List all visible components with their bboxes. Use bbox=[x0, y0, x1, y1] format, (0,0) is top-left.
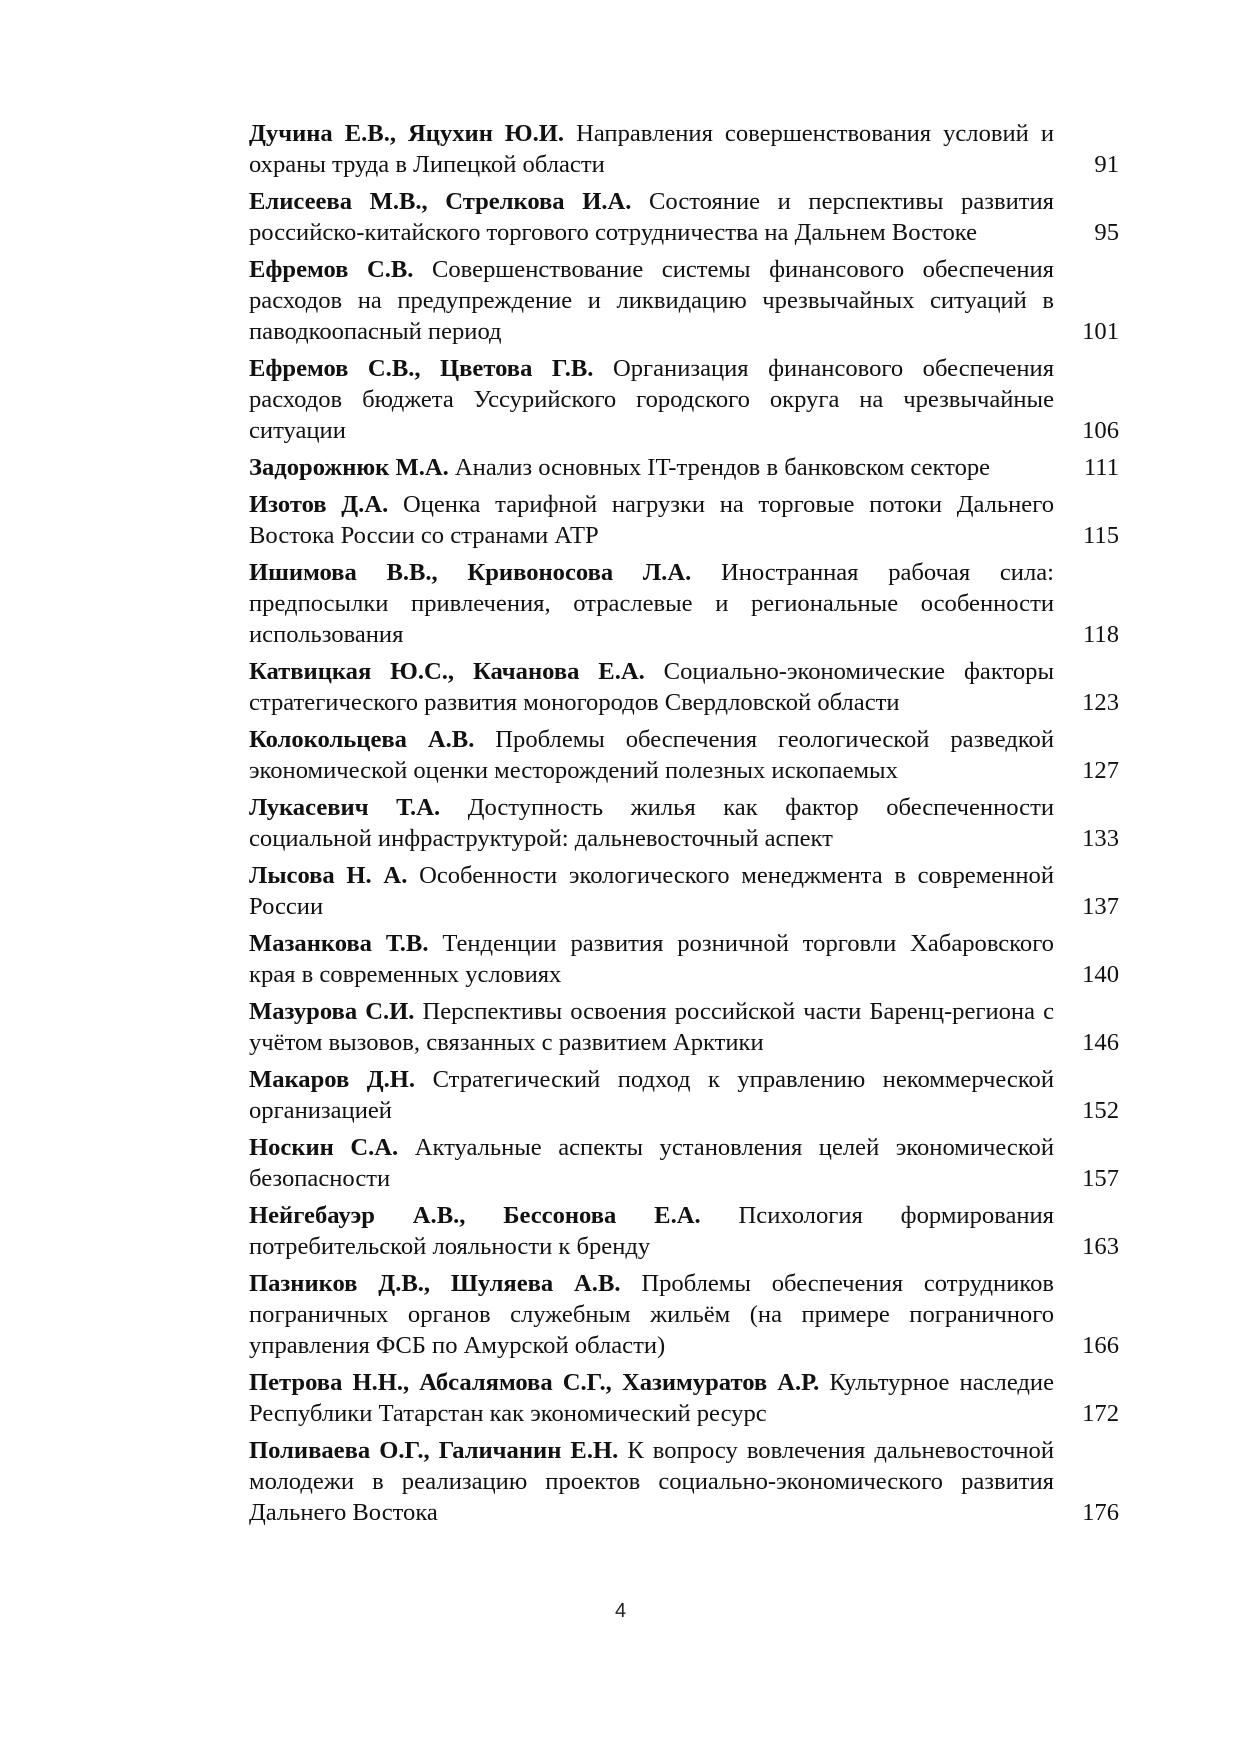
toc-entry-title: Состояние и перспективы развития российско-китайского торгового сотрудничества на Дальнем Востоке bbox=[249, 188, 1054, 246]
toc-entry bbox=[249, 1435, 1119, 1528]
toc-entry-page: 123 bbox=[1082, 689, 1119, 716]
toc-entry-authors: Носкин С.А. bbox=[249, 1134, 399, 1161]
toc-entry-page: 157 bbox=[1082, 1165, 1119, 1192]
toc-entry-text bbox=[249, 254, 1054, 347]
toc-entry-page: 101 bbox=[1082, 318, 1119, 345]
toc-entry-authors: Колокольцева А.В. bbox=[249, 726, 475, 753]
toc-entry-title: Оценка тарифной нагрузки на торговые потоки Дальнего Востока России со странами АТР bbox=[249, 491, 1054, 549]
toc-entry bbox=[249, 1268, 1119, 1361]
toc-entry bbox=[249, 186, 1119, 248]
toc-entry-title: Психология формирования потребительской лояльности к бренду bbox=[249, 1202, 1054, 1260]
toc-entry bbox=[249, 724, 1119, 786]
toc-entry bbox=[249, 792, 1119, 854]
toc-entry bbox=[249, 557, 1119, 650]
toc-entry-authors: Ефремов С.В. bbox=[249, 256, 414, 283]
toc-entry-title: Тенденции развития розничной торговли Хабаровского края в современных условиях bbox=[249, 930, 1054, 988]
toc-entry-text bbox=[249, 656, 1054, 718]
toc-entry bbox=[249, 1132, 1119, 1194]
toc-entry-page: 118 bbox=[1083, 621, 1119, 648]
toc-entry-authors: Лукасевич Т.А. bbox=[249, 794, 441, 821]
toc-entry-text bbox=[249, 1268, 1054, 1361]
toc-entry bbox=[249, 254, 1119, 347]
toc-entry-title: Проблемы обеспечения сотрудников пограничных органов служебным жильём (на примере пограничного управления ФСБ по Амурской области) bbox=[249, 1270, 1054, 1359]
toc-entry-page: 133 bbox=[1082, 825, 1119, 852]
toc-entry-authors: Поливаева О.Г., Галичанин Е.Н. bbox=[249, 1437, 619, 1464]
toc-entry-page: 172 bbox=[1082, 1400, 1119, 1427]
toc-entry-page: 163 bbox=[1082, 1233, 1119, 1260]
toc-entry bbox=[249, 656, 1119, 718]
toc-entry-title: Социально-экономические факторы стратегического развития моногородов Свердловской области bbox=[249, 658, 1054, 716]
toc-entry-authors: Ефремов С.В., Цветова Г.В. bbox=[249, 355, 594, 382]
toc-entry bbox=[249, 489, 1119, 551]
toc-entry-title: Культурное наследие Республики Татарстан как экономический ресурс bbox=[249, 1369, 1054, 1427]
toc-entry-text bbox=[249, 1367, 1054, 1429]
toc-entry-page: 127 bbox=[1082, 757, 1119, 784]
toc-entry-text bbox=[249, 860, 1054, 922]
toc-entry-text bbox=[249, 724, 1054, 786]
toc-entry-title: Особенности экологического менеджмента в современной России bbox=[249, 862, 1054, 920]
toc-entry-title: Организация финансового обеспечения расходов бюджета Уссурийского городского округа на чрезвычайные ситуации bbox=[249, 355, 1054, 444]
toc-entry-text bbox=[249, 1435, 1054, 1528]
toc-entry bbox=[249, 353, 1119, 446]
toc-entry-page: 111 bbox=[1083, 454, 1119, 481]
toc-entry-authors: Мазанкова Т.В. bbox=[249, 930, 429, 957]
toc-entry-authors: Изотов Д.А. bbox=[249, 491, 389, 518]
toc-entry-page: 137 bbox=[1082, 893, 1119, 920]
toc-entry-title: Направления совершенствования условий и охраны труда в Липецкой области bbox=[249, 120, 1054, 178]
toc-entry-page: 176 bbox=[1082, 1499, 1119, 1526]
page-number: 4 bbox=[614, 1600, 627, 1622]
toc-entry-text bbox=[249, 792, 1054, 854]
table-of-contents bbox=[249, 118, 1119, 1534]
toc-entry-text bbox=[249, 1200, 1054, 1262]
toc-entry-text bbox=[249, 1132, 1054, 1194]
toc-entry-text bbox=[249, 353, 1054, 446]
toc-entry bbox=[249, 1200, 1119, 1262]
toc-entry bbox=[249, 452, 1119, 483]
toc-entry-title: Перспективы освоения российской части Баренц-региона с учётом вызовов, связанных с развитием Арктики bbox=[249, 998, 1055, 1056]
toc-entry-authors: Катвицкая Ю.С., Качанова Е.А. bbox=[249, 658, 645, 685]
toc-entry-text bbox=[249, 489, 1054, 551]
toc-entry-title: Доступность жилья как фактор обеспеченности социальной инфраструктурой: дальневосточный аспект bbox=[249, 794, 1054, 852]
toc-entry-authors: Пазников Д.В., Шуляева А.В. bbox=[249, 1270, 621, 1297]
toc-entry bbox=[249, 1064, 1119, 1126]
toc-entry-title: Совершенствование системы финансового обеспечения расходов на предупреждение и ликвидацию чрезвычайных ситуаций в паводкоопасный период bbox=[249, 256, 1054, 345]
toc-entry-authors: Мазурова С.И. bbox=[249, 998, 415, 1025]
toc-entry-authors: Макаров Д.Н. bbox=[249, 1066, 416, 1093]
toc-entry bbox=[249, 860, 1119, 922]
toc-entry-page: 152 bbox=[1082, 1097, 1119, 1124]
toc-entry-text bbox=[249, 186, 1054, 248]
toc-entry-title: Проблемы обеспечения геологической разведкой экономической оценки месторождений полезных ископаемых bbox=[249, 726, 1055, 784]
toc-entry bbox=[249, 928, 1119, 990]
toc-entry-authors: Лысова Н. А. bbox=[249, 862, 408, 889]
toc-entry-page: 91 bbox=[1094, 151, 1119, 178]
toc-entry-authors: Петрова Н.Н., Абсалямова С.Г., Хазимуратов А.Р. bbox=[249, 1369, 820, 1396]
toc-entry-text bbox=[249, 452, 1054, 483]
toc-entry-text bbox=[249, 996, 1054, 1058]
toc-entry-authors: Задорожнюк М.А. bbox=[249, 454, 449, 481]
toc-entry bbox=[249, 996, 1119, 1058]
toc-entry-page: 95 bbox=[1094, 219, 1119, 246]
toc-entry bbox=[249, 1367, 1119, 1429]
toc-entry-text bbox=[249, 928, 1054, 990]
toc-entry-title: Актуальные аспекты установления целей экономической безопасности bbox=[249, 1134, 1054, 1192]
toc-entry-text bbox=[249, 1064, 1054, 1126]
toc-entry-title: Иностранная рабочая сила: предпосылки привлечения, отраслевые и региональные особенности использования bbox=[249, 559, 1054, 648]
toc-entry-text bbox=[249, 118, 1054, 180]
toc-entry-page: 166 bbox=[1082, 1332, 1119, 1359]
toc-entry-authors: Ишимова В.В., Кривоносова Л.А. bbox=[249, 559, 692, 586]
toc-entry-title: Стратегический подход к управлению некоммерческой организацией bbox=[249, 1066, 1054, 1124]
toc-entry-authors: Елисеева М.В., Стрелкова И.А. bbox=[249, 188, 632, 215]
toc-entry-page: 140 bbox=[1082, 961, 1119, 988]
toc-entry-title: К вопросу вовлечения дальневосточной молодежи в реализацию проектов социально-экономического развития Дальнего Востока bbox=[249, 1437, 1054, 1526]
toc-entry-title: Анализ основных IT-трендов в банковском секторе bbox=[454, 454, 991, 481]
toc-entry-page: 146 bbox=[1082, 1029, 1119, 1056]
toc-entry bbox=[249, 118, 1119, 180]
toc-entry-page: 106 bbox=[1082, 417, 1119, 444]
toc-entry-authors: Дучина Е.В., Яцухин Ю.И. bbox=[249, 120, 565, 147]
toc-entry-authors: Нейгебауэр А.В., Бессонова Е.А. bbox=[249, 1202, 701, 1229]
toc-entry-text bbox=[249, 557, 1054, 650]
toc-entry-page: 115 bbox=[1083, 522, 1119, 549]
